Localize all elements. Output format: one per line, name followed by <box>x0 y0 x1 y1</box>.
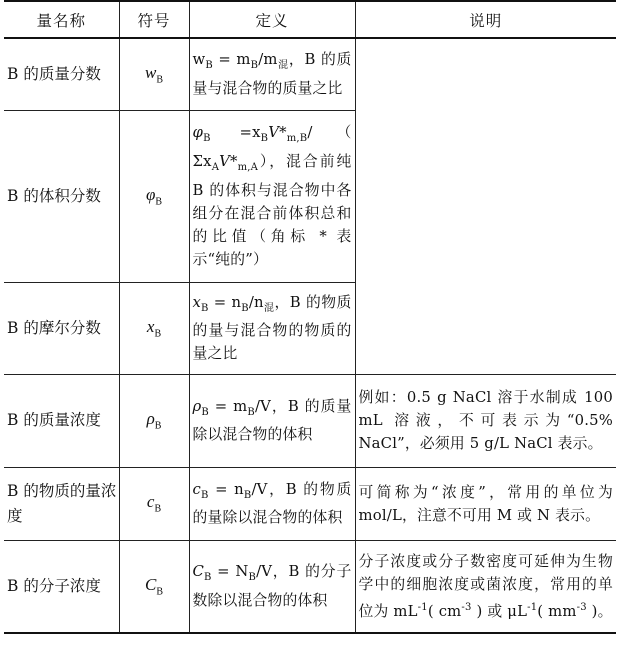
header-definition: 定义 <box>189 1 355 38</box>
table-row <box>4 38 616 110</box>
quantity-name: B 的摩尔分数 <box>4 282 119 374</box>
def-sub: B <box>203 133 211 144</box>
def-part: /V，B 的质量除以混合物的体积 <box>192 397 352 444</box>
symbol-subscript: B <box>154 503 162 515</box>
def-part: φ <box>192 124 204 142</box>
symbol-subscript: B <box>155 196 163 208</box>
symbol-main: ρ <box>146 409 155 429</box>
table-row <box>4 467 616 540</box>
def-part: /V，B 的物质的量除以混合物的体积 <box>192 480 352 527</box>
def-sub: 混 <box>277 60 289 72</box>
def-part: V* <box>219 153 238 170</box>
quantity-definition <box>189 467 355 540</box>
symbol-main: x <box>146 316 155 336</box>
def-part: = m <box>208 397 248 415</box>
def-part: ，B 的质量与混合物的质量之比 <box>192 51 352 98</box>
def-sub: B <box>201 406 209 418</box>
symbol-subscript: B <box>156 586 163 598</box>
header-note: 说明 <box>355 1 616 38</box>
def-sub: B <box>247 406 255 418</box>
def-sub: m,B <box>286 133 308 144</box>
def-sub: B <box>201 489 209 501</box>
def-sub: B <box>241 302 249 314</box>
def-part: = N <box>211 563 249 581</box>
quantity-definition <box>189 282 355 374</box>
quantity-symbol <box>119 282 189 374</box>
symbol-subscript: B <box>154 328 162 340</box>
note-sup: -3 <box>576 601 587 613</box>
def-part: ），混合前纯 B 的体积与混合物中各组分在混合前体积总和的比值（角标 * 表示“纯的”） <box>192 153 352 268</box>
quantity-symbol <box>119 540 189 633</box>
quantity-name: B 的分子浓度 <box>4 540 119 633</box>
def-sub: B <box>201 302 209 314</box>
note-sup: -1 <box>417 601 428 613</box>
def-part: /n <box>248 293 264 311</box>
quantity-name: B 的质量浓度 <box>4 374 119 467</box>
quantity-symbol <box>119 374 189 467</box>
quantity-name: B 的物质的量浓度 <box>4 467 119 540</box>
header-name: 量名称 <box>4 1 119 38</box>
def-sub: 混 <box>263 302 275 314</box>
note-part: ( mm <box>537 602 577 620</box>
def-sub: A <box>211 161 220 173</box>
note-sup: -1 <box>527 601 538 613</box>
def-part: /m <box>258 51 278 69</box>
quantity-note <box>355 540 616 633</box>
def-part: x <box>192 293 202 311</box>
def-sub: B <box>205 60 213 72</box>
def-part: c <box>192 480 201 498</box>
def-sub: B <box>250 60 259 72</box>
def-part: =x <box>210 124 261 142</box>
def-part: ，B 的物质的量与混合物的物质的量之比 <box>192 293 352 363</box>
def-part: /（ Σx <box>192 124 352 170</box>
def-part: = n <box>208 293 242 311</box>
note-part: 分子浓度或分子数密度可延伸为生物学中的细胞浓度或菌浓度，常用的单位为 mL <box>358 552 613 620</box>
def-sub: B <box>204 572 212 584</box>
quantity-note: 可简称为“浓度”，常用的单位为 mol/L，注意不可用 M 或 N 表示。 <box>355 467 616 540</box>
quantity-name: B 的体积分数 <box>4 110 119 282</box>
symbol-main: φ <box>145 184 156 204</box>
def-part: ρ <box>192 397 202 415</box>
note-part: )。 <box>586 602 613 620</box>
def-part: w <box>192 51 206 69</box>
quantity-table <box>4 0 616 634</box>
symbol-main: w <box>144 63 157 83</box>
quantity-symbol <box>119 467 189 540</box>
symbol-main: c <box>146 492 155 512</box>
quantity-note: 例如：0.5 g NaCl 溶于水制成 100 mL 溶液，不可表示为“0.5% NaCl”，必须用 5 g/L NaCl 表示。 <box>355 374 616 467</box>
def-part: C <box>192 563 205 581</box>
def-sub: B <box>248 572 257 584</box>
quantity-definition <box>189 38 355 110</box>
quantity-note <box>355 38 616 374</box>
def-part: V* <box>268 124 287 142</box>
quantity-definition <box>189 540 355 633</box>
note-sup: -3 <box>461 601 472 613</box>
def-part: /V，B 的分子数除以混合物的体积 <box>192 563 352 610</box>
quantity-symbol <box>119 110 189 282</box>
symbol-subscript: B <box>156 74 163 86</box>
def-sub: B <box>260 133 269 144</box>
table-row <box>4 374 616 467</box>
table-header-row <box>4 1 616 38</box>
def-part: = m <box>212 51 251 69</box>
def-sub: m,A <box>237 161 259 173</box>
def-sub: B <box>243 489 252 501</box>
header-symbol: 符号 <box>119 1 189 38</box>
def-part: = n <box>208 480 244 498</box>
table-row <box>4 540 616 633</box>
quantity-name: B 的质量分数 <box>4 38 119 110</box>
symbol-main: C <box>144 575 157 595</box>
note-part: ( cm <box>427 602 462 620</box>
quantity-definition <box>189 110 355 282</box>
quantity-definition <box>189 374 355 467</box>
quantity-symbol <box>119 38 189 110</box>
symbol-subscript: B <box>154 420 162 432</box>
note-part: ) 或 μL <box>471 602 528 620</box>
